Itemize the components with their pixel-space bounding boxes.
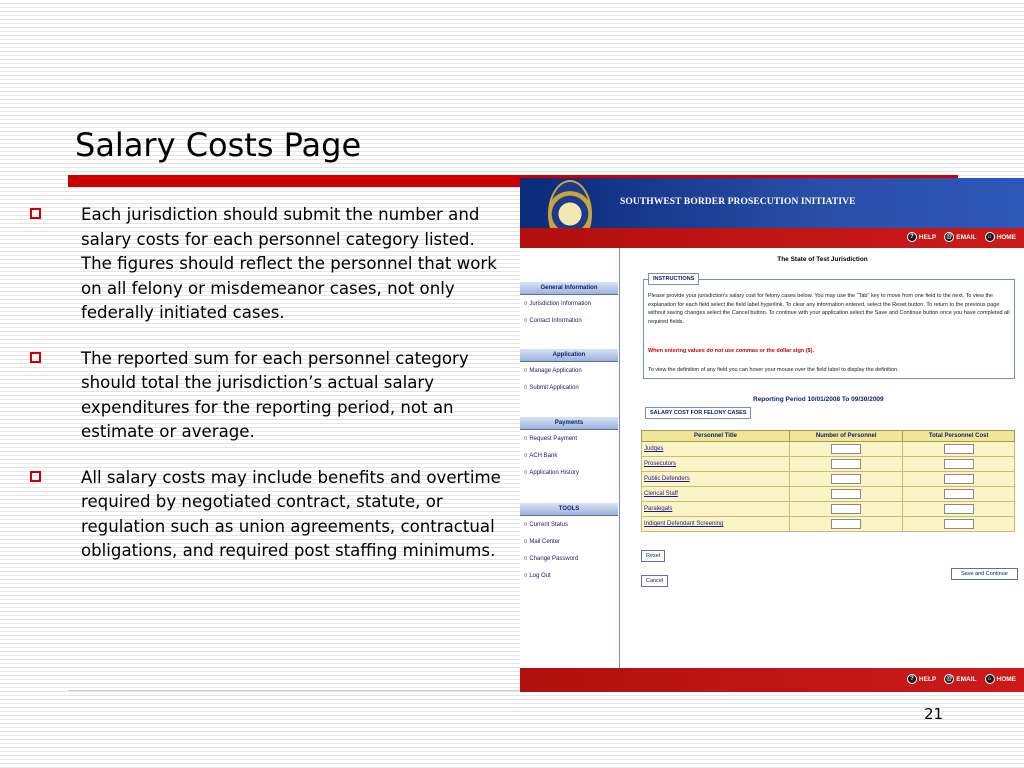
sidebar-heading: Payments <box>520 416 618 430</box>
top-nav-bar <box>520 228 1024 248</box>
column-header-total-personnel-cost: Total Personnel Cost <box>903 431 1015 442</box>
sidebar-item-label: Manage Application <box>529 367 582 374</box>
page-number: 21 <box>924 705 944 723</box>
sidebar-section-general <box>520 281 620 329</box>
total-personnel-cost-input[interactable] <box>944 489 974 499</box>
table-row <box>642 457 1015 472</box>
bottom-nav-bar <box>520 668 1024 692</box>
cancel-button[interactable]: Cancel <box>641 575 668 587</box>
help-icon: ? <box>907 674 917 684</box>
sidebar-item-ach-bank[interactable]: ¤ ACH Bank <box>524 452 558 459</box>
email-label: EMAIL <box>956 233 977 241</box>
email-icon: @ <box>944 232 954 242</box>
number-of-personnel-input[interactable] <box>831 489 861 499</box>
sidebar-item-label: Log Out <box>529 572 551 579</box>
column-header-number-of-personnel: Number of Personnel <box>790 431 903 442</box>
field-label-link[interactable]: Clerical Staff <box>642 487 790 502</box>
app-title: SOUTHWEST BORDER PROSECUTION INITIATIVE <box>620 197 856 207</box>
bullet-text: Each jurisdiction should submit the number and salary costs for each personnel category listed. The figures should reflect the personnel that work on all felony or misdemeanor cases, not only federally initiated cases. <box>81 205 497 322</box>
sidebar-heading: Application <box>520 348 618 362</box>
home-label: HOME <box>996 233 1016 241</box>
sidebar-item-label: Change Password <box>529 555 579 562</box>
sidebar-item-contact-information[interactable]: ¤ Contact Information <box>524 317 582 324</box>
instructions-warning: When entering values do not use commas or the dollar sign ($). <box>648 348 814 354</box>
instructions-text: Please provide your jurisdiction's salary cost for felony cases below. You may use the "Tab" key to move from one field to the next. To view the explanation for each field select the field label hyperlink. To clear any information entered, select the Reset button. To return to the previous page without saving changes select the Cancel button. To continue with your application select the Save and Continue button once you have completed all required fields. <box>648 293 1010 325</box>
sidebar-item-label: Request Payment <box>529 435 578 442</box>
sidebar-heading: General Information <box>520 281 618 295</box>
bullet-text: All salary costs may include benefits and overtime required by negotiated contract, statute, or regulation such as union agreements, contractual obligations, and required post staffing minimums. <box>81 467 501 560</box>
sidebar-item-change-password[interactable]: ¤ Change Password <box>524 555 579 562</box>
email-link[interactable] <box>944 674 976 684</box>
sidebar-item-label: Current Status <box>529 521 569 528</box>
total-personnel-cost-input[interactable] <box>944 444 974 454</box>
jurisdiction-title: The State of Test Jurisdiction <box>777 256 868 263</box>
save-and-continue-button[interactable]: Save and Continue <box>951 568 1018 580</box>
sidebar-item-label: Submit Application <box>529 384 579 391</box>
email-label: EMAIL <box>956 675 977 683</box>
number-of-personnel-input[interactable] <box>831 504 861 514</box>
field-label-link[interactable]: Paralegals <box>642 502 790 517</box>
table-row <box>642 472 1015 487</box>
total-personnel-cost-input[interactable] <box>944 504 974 514</box>
total-personnel-cost-input[interactable] <box>944 519 974 529</box>
sidebar-item-manage-application[interactable]: ¤ Manage Application <box>524 367 582 374</box>
instructions-hint: To view the definition of any field you can hover your mouse over the field label to display the definition. <box>648 367 899 373</box>
top-nav-links <box>907 232 1016 242</box>
sidebar-item-current-status[interactable]: ¤ Current Status <box>524 521 569 528</box>
app-screenshot <box>520 178 1024 692</box>
square-bullet-icon <box>30 352 41 363</box>
number-of-personnel-input[interactable] <box>831 519 861 529</box>
home-link[interactable] <box>985 674 1017 684</box>
sidebar-item-application-history[interactable]: ¤ Application History <box>524 469 580 476</box>
table-row <box>642 502 1015 517</box>
table-row <box>642 517 1015 532</box>
help-label: HELP <box>918 233 937 241</box>
sidebar-item-request-payment[interactable]: ¤ Request Payment <box>524 435 578 442</box>
email-link[interactable] <box>944 232 976 242</box>
slide-title: Salary Costs Page <box>75 126 362 164</box>
sidebar-item-mail-center[interactable]: ¤ Mail Center <box>524 538 561 545</box>
sidebar-item-label: Jurisdiction Information <box>529 300 592 307</box>
home-link[interactable] <box>985 232 1017 242</box>
square-bullet-icon <box>30 471 41 482</box>
sidebar <box>520 248 620 668</box>
field-label-link[interactable]: Indigent Defendant Screening <box>642 517 790 532</box>
email-icon: @ <box>944 674 954 684</box>
field-label-link[interactable]: Prosecutors <box>642 457 790 472</box>
table-header-row <box>642 431 1015 442</box>
number-of-personnel-input[interactable] <box>831 444 861 454</box>
sidebar-section-payments <box>520 416 620 481</box>
total-personnel-cost-input[interactable] <box>944 459 974 469</box>
reporting-period: Reporting Period 10/01/2008 To 09/30/2009 <box>753 396 884 403</box>
sidebar-item-submit-application[interactable]: ¤ Submit Application <box>524 384 579 391</box>
total-personnel-cost-input[interactable] <box>944 474 974 484</box>
main-content <box>621 248 1024 668</box>
bullet-item <box>30 203 510 326</box>
home-icon: ⌂ <box>985 674 995 684</box>
help-link[interactable] <box>907 232 936 242</box>
home-icon: ⌂ <box>985 232 995 242</box>
help-link[interactable] <box>907 674 936 684</box>
sidebar-section-tools <box>520 502 620 584</box>
sidebar-item-label: Contact Information <box>529 317 582 324</box>
reset-button[interactable]: Reset <box>641 550 665 562</box>
sidebar-section-application <box>520 348 620 396</box>
number-of-personnel-input[interactable] <box>831 474 861 484</box>
app-header <box>520 178 1024 228</box>
sidebar-item-log-out[interactable]: ¤ Log Out <box>524 572 551 579</box>
square-bullet-icon <box>30 208 41 219</box>
sidebar-item-label: Mail Center <box>529 538 561 545</box>
field-label-link[interactable]: Judges <box>642 442 790 457</box>
bullet-text: The reported sum for each personnel category should total the jurisdiction’s actual salary expenditures for the reporting period, not an estimate or average. <box>81 348 469 441</box>
table-row <box>642 487 1015 502</box>
bullet-list <box>30 203 510 585</box>
footer-divider <box>68 690 520 691</box>
help-label: HELP <box>918 675 937 683</box>
sidebar-item-label: Application History <box>529 469 580 476</box>
help-icon: ? <box>907 232 917 242</box>
field-label-link[interactable]: Public Defenders <box>642 472 790 487</box>
home-label: HOME <box>996 675 1016 683</box>
sidebar-item-jurisdiction-information[interactable]: ¤ Jurisdiction Information <box>524 300 592 307</box>
instructions-box <box>643 276 1015 379</box>
instructions-label: INSTRUCTIONS <box>648 273 699 285</box>
salary-table-label: SALARY COST FOR FELONY CASES <box>645 407 751 419</box>
number-of-personnel-input[interactable] <box>831 459 861 469</box>
bullet-item <box>30 347 510 445</box>
bottom-nav-links <box>907 674 1016 684</box>
salary-cost-table <box>641 430 1015 532</box>
column-header-personnel-title: Personnel Title <box>642 431 790 442</box>
sidebar-heading: TOOLS <box>520 502 618 516</box>
sidebar-item-label: ACH Bank <box>529 452 558 459</box>
bullet-item <box>30 466 510 564</box>
table-row <box>642 442 1015 457</box>
